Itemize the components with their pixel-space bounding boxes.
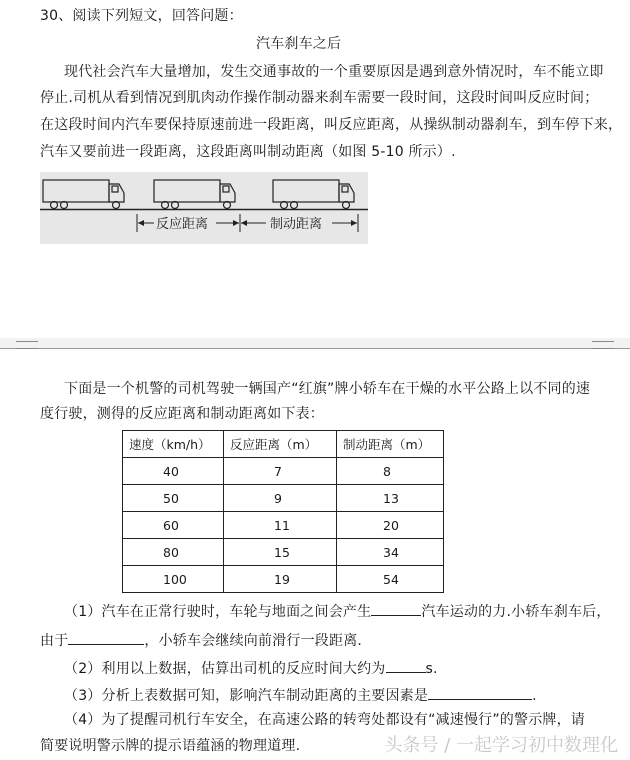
watermark: 头条号 / 一起学习初中数理化 (384, 735, 618, 756)
cell-speed: 40 (123, 458, 224, 485)
answer-blank-2[interactable] (386, 658, 426, 673)
header-speed: 速度（km/h） (123, 431, 224, 458)
cell-braking: 8 (337, 458, 444, 485)
cell-reaction: 15 (224, 539, 337, 566)
table-row (123, 566, 444, 593)
table-row (123, 512, 444, 539)
question-2-unit: s. (425, 661, 438, 677)
question-title: 30、阅读下列短文，回答问题： (40, 8, 243, 24)
reaction-distance-label: 反应距离 (156, 217, 209, 232)
cell-reaction: 11 (224, 512, 337, 539)
header-braking-distance: 制动距离（m） (337, 431, 444, 458)
cell-speed: 50 (123, 485, 224, 512)
question-3 (64, 685, 537, 705)
question-4: （4）为了提醒司机行车安全，在高速公路的转弯处都设有“减速慢行”的警示牌，请 (64, 712, 586, 728)
passage-line: 汽车又要前进一段距离，这段距离叫制动距离（如图 5-10 所示）. (40, 144, 456, 160)
question-1 (64, 601, 611, 621)
cell-reaction: 9 (224, 485, 337, 512)
page-break-marker-left (16, 341, 38, 349)
table-row (123, 539, 444, 566)
table-row (123, 485, 444, 512)
cell-speed: 100 (123, 566, 224, 593)
question-4-line2: 简要说明警示牌的提示语蕴涵的物理道理. (40, 738, 301, 754)
passage-line: 在这段时间内汽车要保持原速前进一段距离，叫反应距离，从操纵制动器刹车，到车停下来， (40, 117, 623, 133)
question-1-text-2: 由于 (40, 633, 69, 649)
cell-braking: 34 (337, 539, 444, 566)
question-3-end: . (532, 688, 537, 704)
header-reaction-distance: 反应距离（m） (224, 431, 337, 458)
question-1-text-cont: 汽车运动的力.小轿车刹车后， (421, 604, 611, 620)
truck-2-icon (154, 180, 235, 209)
article-title: 汽车刹车之后 (256, 36, 342, 52)
question-1-text-3: ，小轿车会继续向前滑行一段距离. (144, 633, 363, 649)
answer-blank-3[interactable] (428, 685, 532, 700)
question-1-text: （1）汽车在正常行驶时，车轮与地面之间会产生 (64, 604, 372, 620)
trucks-illustration (40, 172, 368, 244)
passage-line: 停止.司机从看到情况到肌肉动作操作制动器来刹车需要一段时间，这段时间叫反应时间； (40, 90, 599, 106)
braking-distance-figure (40, 172, 368, 244)
intro-line: 下面是一个机警的司机驾驶一辆国产“红旗”牌小轿车在干燥的水平公路上以不同的速 (64, 381, 591, 397)
answer-blank-1b[interactable] (68, 630, 144, 645)
cell-reaction: 7 (224, 458, 337, 485)
speed-distance-table (122, 430, 444, 593)
cell-speed: 80 (123, 539, 224, 566)
question-2 (64, 658, 438, 678)
braking-distance-label: 制动距离 (270, 217, 323, 232)
page-break-marker-right (592, 341, 614, 349)
cell-braking: 54 (337, 566, 444, 593)
question-3-text: （3）分析上表数据可知，影响汽车制动距离的主要因素是 (64, 688, 429, 704)
intro-line: 度行驶，测得的反应距离和制动距离如下表： (40, 406, 324, 422)
cell-braking: 13 (337, 485, 444, 512)
truck-3-icon (273, 180, 354, 209)
question-2-text: （2）利用以上数据，估算出司机的反应时间大约为 (64, 661, 386, 677)
cell-braking: 20 (337, 512, 444, 539)
cell-speed: 60 (123, 512, 224, 539)
question-1-line2 (40, 630, 362, 650)
passage-line: 现代社会汽车大量增加，发生交通事故的一个重要原因是遇到意外情况时，车不能立即 (64, 64, 604, 80)
cell-reaction: 19 (224, 566, 337, 593)
truck-1-icon (43, 180, 124, 209)
table-row (123, 458, 444, 485)
page-break-line (0, 348, 630, 349)
answer-blank-1a[interactable] (371, 601, 421, 616)
table-header-row (123, 431, 444, 458)
